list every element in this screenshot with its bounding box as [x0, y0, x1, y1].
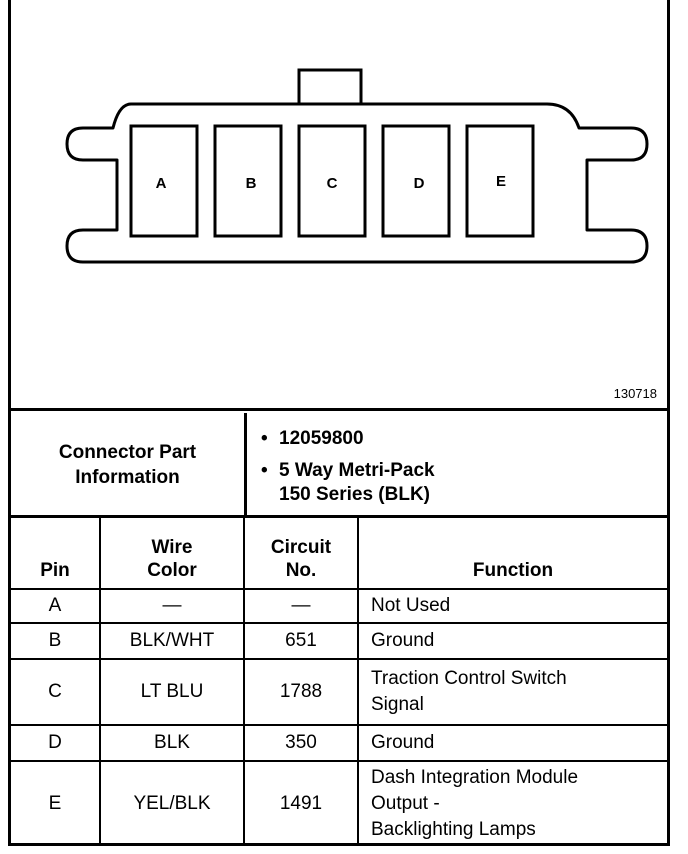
cell-function: Traction Control Switch Signal [358, 659, 667, 725]
connector-info-list [261, 427, 661, 515]
diagram-divider [11, 408, 667, 411]
connector-part-info [11, 413, 667, 517]
pin-label-c: C [326, 175, 338, 192]
pin-label-d: D [413, 175, 425, 192]
cell-function: Ground [358, 623, 667, 659]
cell-circuit: 651 [244, 623, 358, 659]
bullet-icon: • [261, 460, 268, 481]
cell-pin: B [11, 623, 100, 659]
info-column-divider [244, 413, 247, 517]
connector-info-item [261, 427, 661, 451]
cell-pin: E [11, 761, 100, 846]
table-row [11, 725, 667, 761]
header-function: Function [358, 518, 667, 589]
cell-pin: A [11, 589, 100, 623]
connector-face-drawing [11, 0, 667, 410]
connector-locking-tab [299, 70, 361, 104]
connector-info-label [11, 413, 244, 517]
cell-circuit: — [244, 589, 358, 623]
cell-circuit: 1491 [244, 761, 358, 846]
pin-label-b: B [245, 175, 257, 192]
table-header-row [11, 518, 667, 589]
cell-wire-color: YEL/BLK [100, 761, 244, 846]
pin-table [11, 518, 667, 846]
cell-wire-color: — [100, 589, 244, 623]
connector-diagram [11, 0, 667, 410]
cell-circuit: 1788 [244, 659, 358, 725]
cell-function: Ground [358, 725, 667, 761]
cell-function: Not Used [358, 589, 667, 623]
pin-label-a: A [155, 175, 167, 192]
table-row [11, 589, 667, 623]
header-wire-color: Wire Color [100, 518, 244, 589]
connector-info-label-line1: Connector Part [58, 442, 197, 463]
connector-page-frame [8, 0, 670, 846]
bullet-icon: • [261, 428, 268, 449]
header-circuit-no: Circuit No. [244, 518, 358, 589]
connector-info-item [261, 459, 661, 507]
part-number: 12059800 [279, 428, 364, 449]
table-row [11, 659, 667, 725]
figure-number: 130718 [613, 386, 657, 401]
cell-pin: C [11, 659, 100, 725]
cell-wire-color: BLK [100, 725, 244, 761]
connector-body-outline [67, 104, 647, 262]
header-pin: Pin [11, 518, 100, 589]
cell-wire-color: LT BLU [100, 659, 244, 725]
table-row [11, 623, 667, 659]
cell-function: Dash Integration Module Output - Backlighting Lamps [358, 761, 667, 846]
connector-info-label-line2: Information [75, 467, 180, 488]
cell-wire-color: BLK/WHT [100, 623, 244, 659]
pin-label-e: E [495, 173, 507, 190]
table-row [11, 761, 667, 846]
cell-pin: D [11, 725, 100, 761]
cell-circuit: 350 [244, 725, 358, 761]
connector-type: 5 Way Metri-Pack 150 Series (BLK) [279, 460, 435, 505]
